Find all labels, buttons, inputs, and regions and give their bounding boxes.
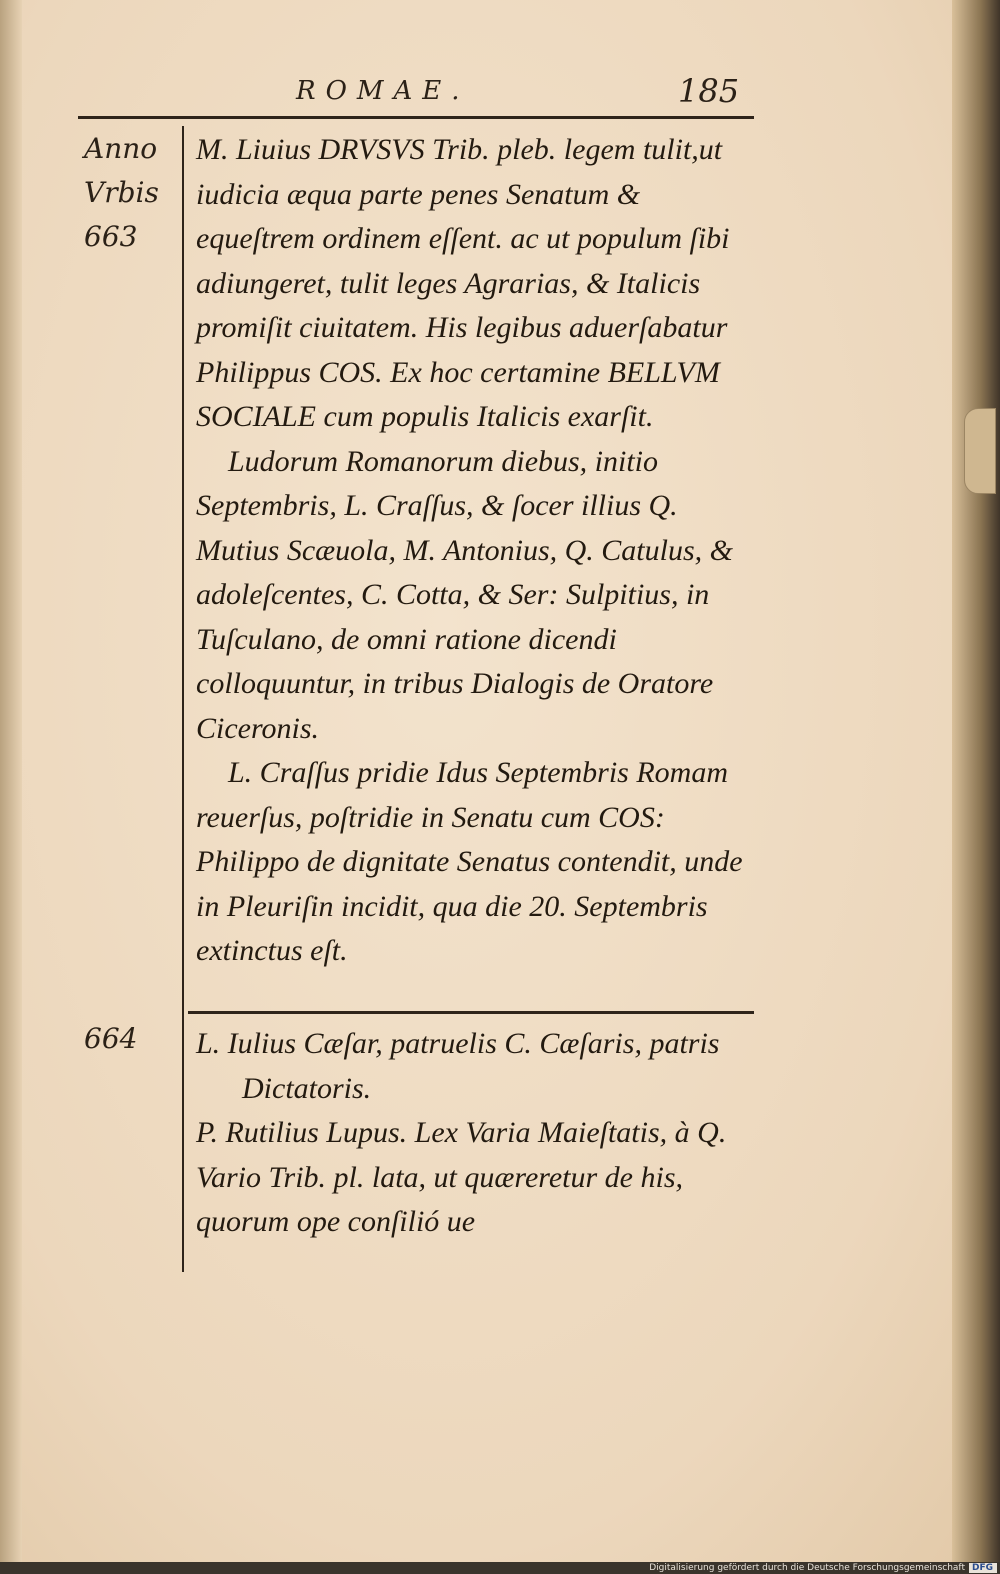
paragraph-drusus: M. Liuius DRVSVS Trib. pleb. legem tulit,ut iudicia æqua parte penes Senatum & equeſtrem ordinem eſſent. ac ut populum ſibi adiungeret, tulit leges Agrarias, & Italicis promiſit ciuitatem. His legibus aduerſabatur Philippus COS. Ex hoc certamine BELLVM SOCIALE cum populis Italicis exarſit. [196, 133, 730, 433]
digitization-footer [0, 1562, 1000, 1574]
margin-urbis: Vrbis [84, 176, 159, 209]
consul-rutilius-name: P. Rutilius Lupus. [196, 1116, 408, 1149]
column-rule [182, 126, 184, 1272]
entry-664 [196, 1022, 756, 1245]
consul-rutilius [196, 1111, 756, 1245]
page-edge [952, 0, 1000, 1562]
paragraph-ludi-romani: Ludorum Romanorum diebus, initio Septembris, L. Craſſus, & ſocer illius Q. Mutius Scæuola, M. Antonius, Q. Catulus, & adoleſcentes, C. Cotta, & Ser: Sulpitius, in Tuſculano, de omni ratione dicendi colloquuntur, in tribus Dialogis de Oratore Ciceronis. [196, 444, 733, 745]
margin-year-664: 664 [84, 1022, 138, 1055]
page-number: 185 [678, 72, 740, 110]
consul-caesar: L. Iulius Cæſar, patruelis C. Cæſaris, patris Dictatoris. [196, 1027, 720, 1105]
entry-663 [196, 128, 756, 974]
margin-anno: Anno [84, 132, 158, 165]
page-spine-shadow [0, 0, 22, 1562]
paragraph-crassus-death: L. Craſſus pridie Idus Septembris Romam reuerſus, poſtridie in Senatu cum COS: Philippo de dignitate Senatus contendit, unde in Pleuriſin incidit, qua die 20. Septembris extinctus eſt. [196, 756, 743, 967]
book-clasp-tab [964, 408, 996, 494]
running-title: ROMAE. [296, 76, 470, 106]
lex-varia-text: Lex Varia Maieſtatis, à Q. Vario Trib. pl. lata, ut quæreretur de his, quorum ope conſilió ue [196, 1116, 727, 1238]
year-divider-rule [188, 1011, 754, 1014]
footer-credit: Digitalisierung gefördert durch die Deutsche Forschungsgemeinschaft [649, 1563, 965, 1573]
dfg-logo: DFG [969, 1563, 997, 1573]
margin-year-663: 663 [84, 220, 138, 253]
top-rule [78, 116, 754, 119]
